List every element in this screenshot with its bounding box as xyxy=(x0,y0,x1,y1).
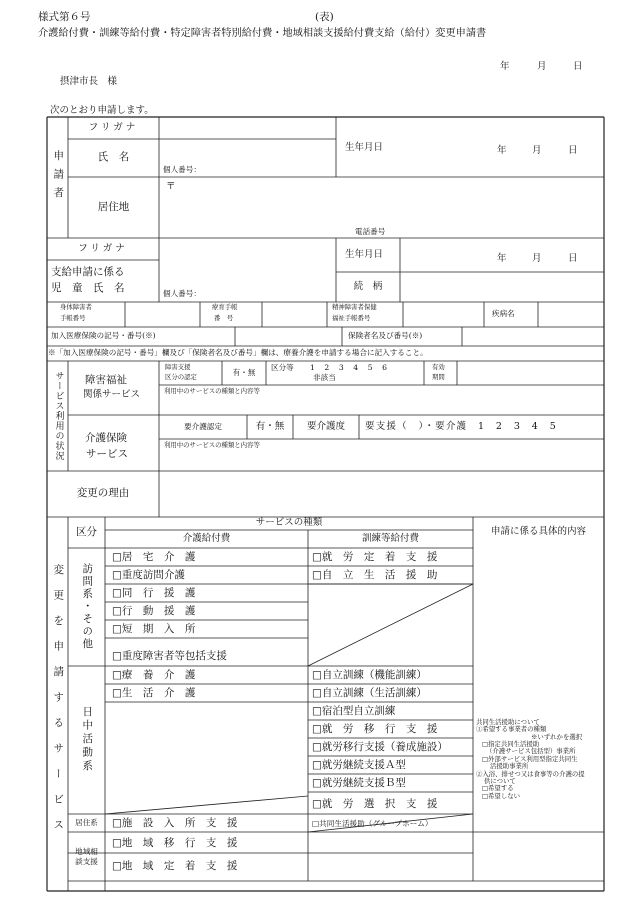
insurance-label: 加入医療保険の記号・番号(※) xyxy=(51,331,156,340)
child-birth-day: 日 xyxy=(568,253,578,264)
valid-period-label-2: 期間 xyxy=(432,373,445,381)
insurance-note: ※「加入医療保険の記号・番号」欄及び「保険者名及び番号」欄は、療養介護を申請する場合に記入すること。 xyxy=(48,348,428,357)
service-option-facility-admission[interactable]: □施 設 入 所 支 援 xyxy=(112,817,238,829)
child-birth-year: 年 xyxy=(497,253,507,264)
child-label-line1: 支給申請に係る xyxy=(51,266,125,278)
service-option-medical-care[interactable]: □療 養 介 護 xyxy=(112,669,196,681)
service-option-behavior-support[interactable]: □行 動 援 護 xyxy=(112,605,196,617)
support-levels[interactable]: 1 2 3 4 5 6 xyxy=(310,363,388,372)
service-option-regional-retention[interactable]: □地 域 定 着 支 援 xyxy=(112,860,238,872)
care-current-usage-label: 利用中のサービスの種類と内容等 xyxy=(164,441,260,449)
applicant-name-label: 氏 名 xyxy=(97,151,130,164)
service-option-continuous-work-b[interactable]: □就労継続支援Ｂ型 xyxy=(312,777,406,789)
residence-category-label: 居住系 xyxy=(75,817,98,827)
care-benefits-header: 介護給付費 xyxy=(182,532,231,544)
note-line: ①希望する事業者の種類 xyxy=(476,725,547,734)
date-day: 日 xyxy=(573,61,583,72)
intro-text: 次のとおり申請します。 xyxy=(50,105,154,116)
day-category-label: 日中活動系 xyxy=(81,706,94,774)
applicant-birth-day: 日 xyxy=(568,145,578,156)
service-option-continuous-work-a[interactable]: □就労継続支援Ａ型 xyxy=(312,759,406,771)
note-option[interactable]: □希望する xyxy=(482,784,514,793)
service-option-work-retention[interactable]: □就 労 定 着 支 援 xyxy=(312,551,438,563)
care-cert-label: 要介護認定 xyxy=(184,421,222,431)
service-option-regional-transition[interactable]: □地 域 移 行 支 援 xyxy=(112,837,238,849)
applicant-furigana-field[interactable] xyxy=(160,118,335,138)
support-cert-label-1: 障害支援 xyxy=(165,363,191,371)
change-reason-label: 変更の理由 xyxy=(76,487,130,500)
not-applicable[interactable]: 非該当 xyxy=(313,373,336,382)
addressee: 摂津市長 様 xyxy=(60,76,118,87)
applicant-birth-year: 年 xyxy=(497,145,507,156)
service-option-accompany-support[interactable]: □同 行 援 護 xyxy=(112,587,196,599)
postal-mark: 〒 xyxy=(166,181,176,192)
note-line: 供について xyxy=(484,776,516,785)
group-home-notes xyxy=(476,719,585,800)
form-number: 様式第６号 xyxy=(38,11,91,23)
service-usage-side-label: サービス利用の状況 xyxy=(53,371,64,461)
page-side-label: (表) xyxy=(315,11,334,23)
service-option-work-transition-training[interactable]: □就労移行支援（養成施設） xyxy=(312,741,448,753)
service-option-function-training[interactable]: □自立訓練（機能訓練） xyxy=(312,669,427,681)
service-option-independent-living[interactable]: □自 立 生 活 援 助 xyxy=(312,569,438,581)
service-option-severe-visit-care[interactable]: □重度訪問介護 xyxy=(112,569,185,581)
service-option-short-stay[interactable]: □短 期 入 所 xyxy=(112,623,196,635)
child-relation-label: 続 柄 xyxy=(353,280,383,292)
insurer-label: 保険者名及び番号(※) xyxy=(348,331,423,340)
applicant-section-label: 申請者 xyxy=(52,149,65,206)
visit-category-label: 訪問系・その他 xyxy=(81,563,94,651)
applicant-address-label: 居住地 xyxy=(97,200,130,213)
care-level-label: 要介護度 xyxy=(306,420,345,432)
change-side-label: 変更を申請するサービス xyxy=(52,563,65,845)
mental-handbook-label-2: 福祉手帳番号 xyxy=(332,314,371,322)
training-benefits-header: 訓練等給付費 xyxy=(361,532,419,544)
service-option-residential-training[interactable]: □宿泊型自立訓練 xyxy=(312,705,396,717)
physical-handbook-label-2: 手帳番号 xyxy=(60,314,86,322)
child-furigana-label: フリガナ xyxy=(78,242,128,254)
note-line: ②入浴、排せつ又は食事等の介護の提 xyxy=(476,769,585,778)
service-option-home-care[interactable]: □居 宅 介 護 xyxy=(112,551,196,563)
child-label-line2: 児 童 氏 名 xyxy=(51,282,125,294)
date-year: 年 xyxy=(500,61,510,72)
applicant-furigana-label: フリガナ xyxy=(88,121,139,133)
care-label-2: サービス xyxy=(86,448,128,460)
service-option-comprehensive-support[interactable]: □重度障害者等包括支援 xyxy=(112,650,227,662)
level-label: 区分等 xyxy=(271,363,294,372)
welfare-current-usage-label: 利用中のサービスの種類と内容等 xyxy=(164,387,260,395)
physical-handbook-label-1: 身体障害者 xyxy=(60,303,92,311)
mental-handbook-label-1: 精神障害者保健 xyxy=(332,303,377,311)
care-label-1: 介護保険 xyxy=(85,432,127,444)
welfare-label-2: 関係サービス xyxy=(83,389,141,400)
form-title: 介護給付費・訓練等給付費・特定障害者特別給付費・地域相談支援給付費支給（給付）変更申請書 xyxy=(38,28,487,39)
support-cert-yes-no[interactable]: 有・無 xyxy=(232,367,256,377)
disease-label: 疾病名 xyxy=(492,309,515,318)
note-line: 共同生活援助について xyxy=(476,718,540,726)
applicant-birth-label: 生年月日 xyxy=(345,142,384,153)
note-line: 活援助事業所 xyxy=(490,762,529,771)
rehab-handbook-label-2: 番 号 xyxy=(214,314,234,322)
note-line: （介護サービス包括型）事業所 xyxy=(486,747,576,756)
service-option-work-transition[interactable]: □就 労 移 行 支 援 xyxy=(312,723,438,735)
regional-category-label: 地域相談支援 xyxy=(75,846,98,866)
welfare-label-1: 障害福祉 xyxy=(85,374,127,386)
service-option-life-care[interactable]: □生 活 介 護 xyxy=(112,687,196,699)
details-header: 申請に係る具体的内容 xyxy=(490,526,586,538)
note-option[interactable]: □希望しない xyxy=(482,791,520,800)
service-option-group-home[interactable]: □共同生活援助（グループホーム） xyxy=(312,819,433,828)
note-option[interactable]: □外部サービス利用型指定共同生 xyxy=(482,754,578,763)
category-header: 区分 xyxy=(76,525,97,538)
change-reason-field[interactable] xyxy=(160,472,603,516)
note-option[interactable]: □指定共同生活援助 xyxy=(482,740,540,749)
valid-period-label-1: 有効 xyxy=(432,363,445,371)
child-birth-month: 月 xyxy=(532,253,542,264)
child-birth-label: 生年月日 xyxy=(345,249,384,260)
support-cert-label-2: 区分の認定 xyxy=(165,373,197,381)
applicant-birth-month: 月 xyxy=(532,145,542,156)
service-types-header: サービスの種類 xyxy=(255,517,323,529)
care-cert-yes-no[interactable]: 有・無 xyxy=(255,420,285,432)
applicant-individual-number-label: 個人番号： xyxy=(163,165,201,174)
service-option-life-training[interactable]: □自立訓練（生活訓練） xyxy=(312,687,427,699)
rehab-handbook-label-1: 療育手帳 xyxy=(212,303,238,311)
child-individual-number-label: 個人番号： xyxy=(163,289,201,298)
applicant-phone-label: 電話番号 xyxy=(355,227,386,236)
note-line: ※いずれかを選択 xyxy=(531,732,583,741)
date-month: 月 xyxy=(537,61,547,72)
care-levels[interactable]: 要支援（ ）・要介護 1 2 3 4 5 xyxy=(365,421,557,432)
service-option-work-selection[interactable]: □就 労 選 択 支 援 xyxy=(312,798,438,810)
